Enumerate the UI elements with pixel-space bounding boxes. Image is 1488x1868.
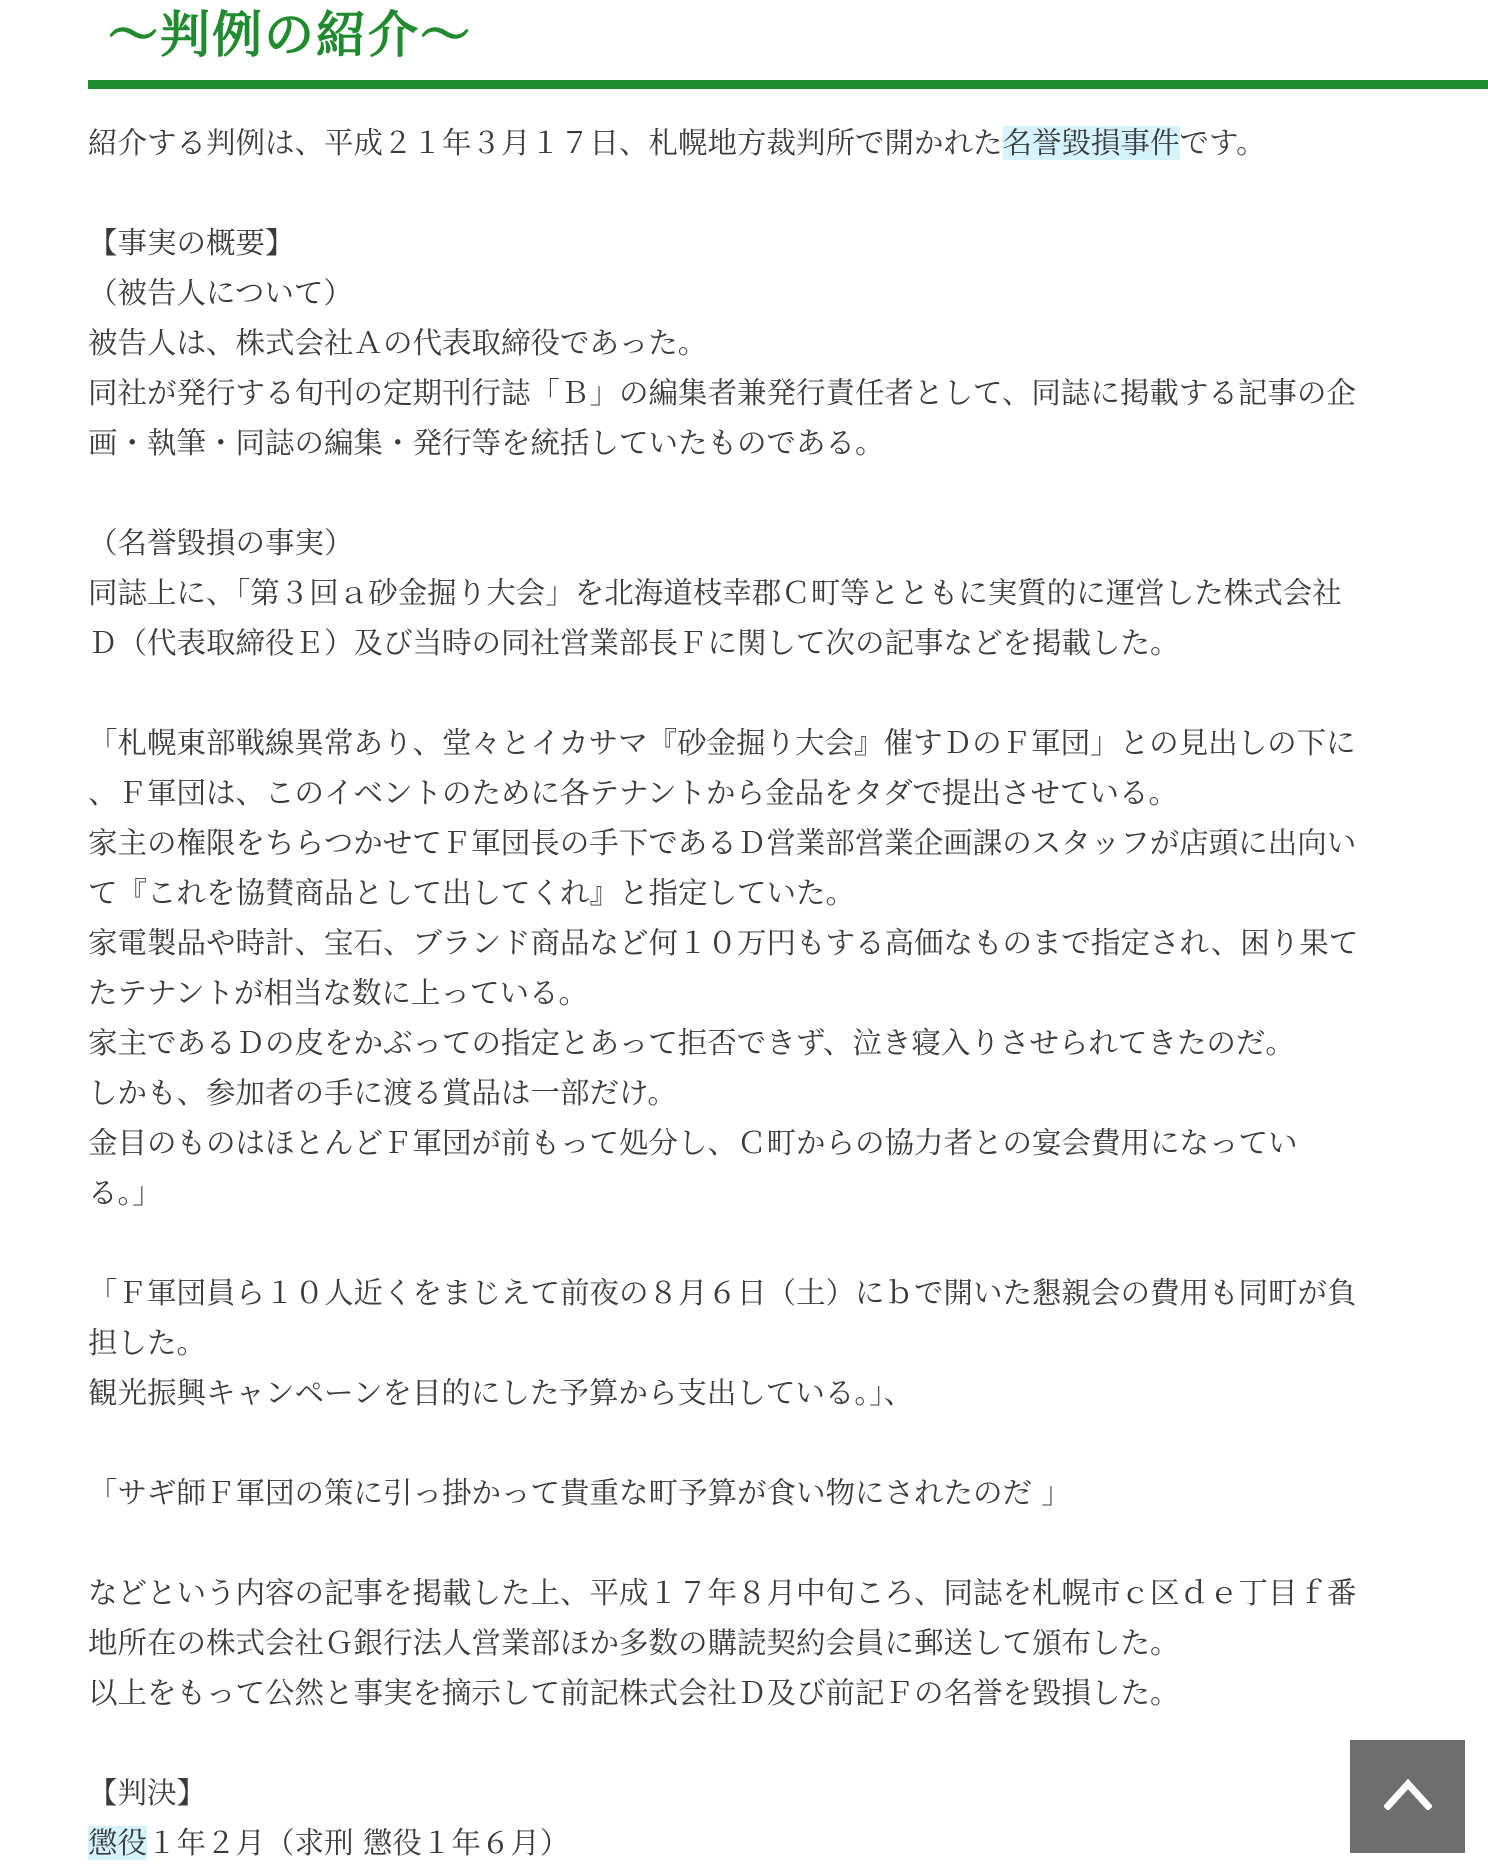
back-to-top-button[interactable]	[1350, 1740, 1465, 1853]
defamation-case-link[interactable]: 名誉毀損事件	[1002, 126, 1180, 160]
text-line: 同誌上に、「第３回ａ砂金掘り大会」を北海道枝幸郡Ｃ町等とともに実質的に運営した株式会社	[88, 576, 1342, 610]
text-line: Ｄ（代表取締役Ｅ）及び当時の同社営業部長Ｆに関して次の記事などを掲載した。	[88, 626, 1180, 660]
text-line: 「Ｆ軍団員ら１０人近くをまじえて前夜の８月６日（土）にｂで開いた懇親会の費用も同町が負	[88, 1276, 1357, 1310]
text-line: 家電製品や時計、宝石、ブランド商品など何１０万円もする高価なものまで指定され、困り果て	[88, 926, 1359, 960]
intro-suffix: です。	[1179, 126, 1266, 160]
text-line: 被告人は、株式会社Ａの代表取締役であった。	[88, 326, 708, 360]
blank-line	[88, 1518, 1468, 1568]
heading-underline	[88, 80, 1488, 89]
text-line: 、Ｆ軍団は、このイベントのために各テナントから金品をタダで提出させている。	[88, 776, 1179, 810]
text-line: 金目のものはほとんどＦ軍団が前もって処分し、Ｃ町からの協力者との宴会費用になってい	[88, 1126, 1298, 1160]
blank-line	[88, 1718, 1468, 1768]
text-line: 「サギ師Ｆ軍団の策に引っ掛かって貴重な町予算が食い物にされたのだ 」	[88, 1476, 1071, 1510]
text-line: て『これを協賛商品として出してくれ』と指定していた。	[88, 876, 856, 910]
verdict-text: １年２月（求刑 懲役１年６月）	[147, 1826, 570, 1860]
blank-line	[88, 468, 1468, 518]
text-line: 以上をもって公然と事実を摘示して前記株式会社Ｄ及び前記Ｆの名誉を毀損した。	[88, 1676, 1180, 1710]
verdict-line	[88, 1818, 1468, 1868]
blank-line	[88, 1418, 1468, 1468]
text-line: 同社が発行する旬刊の定期刊行誌「Ｂ」の編集者兼発行責任者として、同誌に掲載する記事の企	[88, 376, 1356, 410]
subsection-defendant: （被告人について）	[88, 276, 353, 310]
chevron-up-icon	[1384, 1776, 1432, 1810]
text-line: 家主であるＤの皮をかぶっての指定とあって拒否できず、泣き寝入りさせられてきたのだ。	[88, 1026, 1295, 1060]
intro-line	[88, 118, 1468, 168]
blank-line	[88, 1218, 1468, 1268]
text-line: しかも、参加者の手に渡る賞品は一部だけ。	[88, 1076, 677, 1110]
imprisonment-link[interactable]: 懲役	[88, 1826, 148, 1860]
text-line: 家主の権限をちらつかせてＦ軍団長の手下であるＤ営業部営業企画課のスタッフが店頭に出向い	[88, 826, 1357, 860]
text-line: 画・執筆・同誌の編集・発行等を統括していたものである。	[88, 426, 885, 460]
intro-text: 紹介する判例は、平成２１年３月１７日、札幌地方裁判所で開かれた	[88, 126, 1003, 160]
text-line: などという内容の記事を掲載した上、平成１７年８月中旬ころ、同誌を札幌市ｃ区ｄｅ丁目ｆ番	[88, 1576, 1357, 1610]
section-facts-heading: 【事実の概要】	[88, 226, 295, 260]
page-heading: 〜判例の紹介〜	[108, 6, 472, 64]
text-line: 担した。	[88, 1326, 207, 1360]
subsection-defamation-facts: （名誉毀損の事実）	[88, 526, 354, 560]
blank-line	[88, 168, 1468, 218]
text-line: たテナントが相当な数に上っている。	[88, 976, 589, 1010]
section-verdict-heading: 【判決】	[88, 1776, 207, 1810]
text-line: 地所在の株式会社Ｇ銀行法人営業部ほか多数の購読契約会員に郵送して頒布した。	[88, 1626, 1180, 1660]
text-line: 観光振興キャンペーンを目的にした予算から支出している。」、	[88, 1376, 914, 1410]
text-line: 「札幌東部戦線異常あり、堂々とイカサマ『砂金掘り大会』催すＤのＦ軍団」との見出しの下に	[88, 726, 1356, 760]
text-line: る。」	[88, 1176, 162, 1210]
blank-line	[88, 668, 1468, 718]
article-body	[88, 118, 1468, 1868]
